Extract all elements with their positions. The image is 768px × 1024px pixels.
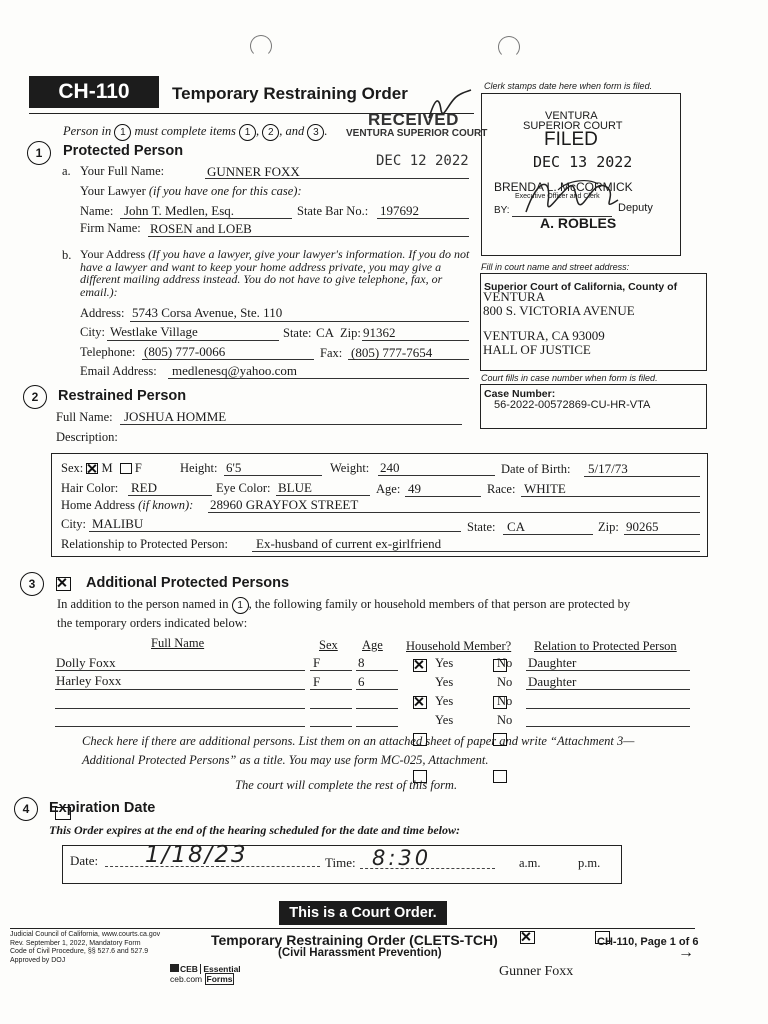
s1-city-label: City: <box>80 325 106 339</box>
intro-text-a: Person in <box>63 124 112 138</box>
s1-phone-value: (805) 777-0066 <box>144 344 226 359</box>
s1-address-note: (If you have a lawyer, give your lawyer's information. If you do not have a lawyer and want to keep your home address private, you may give a different mailing address instead. You do not have to give telephone, fax, or email.): <box>80 247 470 299</box>
filed-deputy-name: A. ROBLES <box>540 215 617 231</box>
s4-date-value: 1/18/23 <box>145 842 248 868</box>
s1-phone-label: Telephone: <box>80 345 136 359</box>
s1-zip-value: 91362 <box>363 325 396 340</box>
intro-circle-1b: 1 <box>239 124 256 141</box>
s3-col-relation: Relation to Protected Person <box>534 639 677 653</box>
row1-name-line <box>55 689 305 690</box>
intro-text-b: must complete items <box>134 124 236 138</box>
s3-col-sex: Sex <box>319 638 338 652</box>
am-checkbox[interactable] <box>520 931 535 944</box>
row3-yes-label: Yes <box>435 713 454 727</box>
court-order-banner: This is a Court Order. <box>279 901 447 925</box>
s2-rel-value: Ex-husband of current ex-girlfriend <box>256 536 442 551</box>
s1-lawyer-note: (if you have one for this case): <box>148 184 302 198</box>
s1-a-label: a. <box>62 164 71 178</box>
s4-date-label: Date: <box>70 853 99 868</box>
row3-relation-line <box>526 726 690 727</box>
section2-number: 2 <box>23 385 47 409</box>
s1-email-label: Email Address: <box>80 364 157 378</box>
s2-city-value: MALIBU <box>92 516 144 531</box>
intro-line <box>63 124 328 141</box>
footer-left-1: Judicial Council of California, www.courts.ca.gov <box>10 931 161 938</box>
s3-col-name: Full Name <box>151 636 205 650</box>
row2-no-label: No <box>497 694 513 708</box>
row2-yes-label: Yes <box>435 694 454 708</box>
court-county: VENTURA <box>483 289 546 304</box>
row2-age-line <box>356 708 398 709</box>
clerk-stamp-note: Clerk stamps date here when form is filed. <box>484 81 653 91</box>
footer-left-4: Approved by DOJ <box>10 956 66 964</box>
section4-number: 4 <box>14 797 38 821</box>
section3-checkbox[interactable] <box>56 576 71 594</box>
row3-sex-line <box>310 726 352 727</box>
form-title: Temporary Restraining Order <box>172 84 408 103</box>
ceb-text: CEB <box>180 964 198 974</box>
s2-state-label: State: <box>467 520 496 534</box>
s3-intro-line1 <box>57 597 630 614</box>
case-box-note: Court fills in case number when form is filed. <box>481 373 658 383</box>
s2-dob-label: Date of Birth: <box>501 462 571 476</box>
s1-firm-value: ROSEN and LOEB <box>150 221 252 236</box>
footer-right: CH-110, Page 1 of 6 <box>597 936 699 948</box>
intro-circle-1: 1 <box>114 124 131 141</box>
court-box-label: Superior Court of California, County of <box>484 281 678 293</box>
s4-time-label: Time: <box>325 855 356 870</box>
row1-yes-label: Yes <box>435 675 454 689</box>
s3-col-household: Household Member? <box>406 639 512 653</box>
row0-name: Dolly Foxx <box>56 655 116 670</box>
s3-check-text-2: Additional Protected Persons” as a title. You may use form MC-025, Attachment. <box>82 753 489 767</box>
footer-left <box>10 931 160 965</box>
section1-number: 1 <box>27 141 51 165</box>
s1-lawyer-name-label: Name: <box>80 204 114 218</box>
s1-state-value: CA <box>316 325 335 340</box>
next-page-arrow-icon[interactable]: → <box>678 944 694 961</box>
row3-name-line <box>55 726 305 727</box>
s1-address-line <box>130 321 469 322</box>
footer-rule <box>10 928 695 929</box>
row1-sex: F <box>313 674 321 689</box>
ceb-essential: Essential <box>200 964 240 974</box>
s2-home-row <box>61 498 193 513</box>
s3-intro-a: In addition to the person named in <box>57 597 229 611</box>
section3-title: Additional Protected Persons <box>86 575 290 591</box>
s1-state-label: State: <box>283 326 312 340</box>
court-city: VENTURA, CA 93009 <box>483 328 605 343</box>
footer-center-sub: (Civil Harassment Prevention) <box>278 947 442 959</box>
deputy-signature <box>518 172 628 227</box>
s2-height-label: Height: <box>180 461 218 475</box>
s2-race-value: WHITE <box>524 481 566 496</box>
filed-date: DEC 13 2022 <box>533 153 633 171</box>
row1-yes-checkbox[interactable] <box>413 696 427 709</box>
footer-left-2: Rev. September 1, 2022, Mandatory Form <box>10 939 141 947</box>
filed-clerk-name: BRENDA L. McCORMICK <box>494 180 633 194</box>
s2-race-label: Race: <box>487 482 516 496</box>
s2-sex-row <box>61 461 142 476</box>
court-box-note: Fill in court name and street address: <box>481 262 630 272</box>
row0-yes-label: Yes <box>435 656 454 670</box>
case-number: 56-2022-00572869-CU-HR-VTA <box>494 399 651 411</box>
ceb-forms: Forms <box>206 974 233 984</box>
filed-court: SUPERIOR COURT <box>523 120 623 132</box>
court-street: 800 S. VICTORIA AVENUE <box>483 303 635 318</box>
s1-address-instructions <box>80 248 472 298</box>
s2-city-label: City: <box>61 517 87 531</box>
s2-sex-f: F <box>134 461 142 475</box>
s1-email-value: medlenesq@yahoo.com <box>172 363 297 378</box>
s3-court-note: The court will complete the rest of this form. <box>235 778 458 792</box>
punch-hole-left <box>250 35 272 57</box>
s1-firm-label: Firm Name: <box>80 221 141 235</box>
sex-m-checkbox[interactable] <box>86 463 98 474</box>
s3-check-box[interactable] <box>56 577 71 591</box>
row0-relation: Daughter <box>528 655 577 670</box>
s3-col-age: Age <box>362 638 383 652</box>
footer-left-3: Code of Civil Procedure, §§ 527.6 and 527.9 <box>10 948 149 955</box>
ceb-com: ceb.com <box>170 974 203 984</box>
s1-address-field-label: Address: <box>80 306 125 320</box>
filed-clerk-title: Executive Officer and Clerk <box>515 193 600 200</box>
s2-sex-m: M <box>101 461 113 475</box>
row0-yes-checkbox[interactable] <box>413 659 427 672</box>
s2-sex-label: Sex: <box>61 461 84 475</box>
s1-lawyer-line <box>80 184 302 199</box>
row3-no-checkbox[interactable] <box>493 770 507 783</box>
section4-title: Expiration Date <box>49 800 156 816</box>
form-code: CH-110 <box>29 76 159 108</box>
s1-zip-label: Zip: <box>340 326 361 340</box>
row3-age-line <box>356 726 398 727</box>
s3-intro-c: the temporary orders indicated below: <box>57 616 248 630</box>
s2-zip-value: 90265 <box>626 519 659 534</box>
s2-name-label: Full Name: <box>56 410 113 424</box>
s4-note: This Order expires at the end of the hearing scheduled for the date and time below: <box>49 823 460 837</box>
s1-b-label: b. <box>62 248 72 262</box>
received-title: RECEIVED <box>368 110 459 129</box>
sex-f-checkbox[interactable] <box>120 463 132 474</box>
s2-zip-label: Zip: <box>598 520 619 534</box>
row0-no-label: No <box>497 656 513 670</box>
footer-center-title: Temporary Restraining Order (CLETS-TCH) <box>211 932 498 948</box>
s2-name-value: JOSHUA HOMME <box>124 409 227 424</box>
s1-name-value: GUNNER FOXX <box>207 164 300 179</box>
s2-description-label: Description: <box>56 430 118 444</box>
footer-name: Gunner Foxx <box>499 964 574 979</box>
s2-home-value: 28960 GRAYFOX STREET <box>210 497 359 512</box>
section3-number: 3 <box>20 572 44 596</box>
row1-age: 6 <box>358 674 365 689</box>
s2-weight-label: Weight: <box>330 461 370 475</box>
section2-title: Restrained Person <box>58 388 187 404</box>
filed-by-label: BY: <box>494 205 510 216</box>
filed-status: FILED <box>544 129 598 150</box>
s1-city-line <box>107 340 279 341</box>
filed-deputy-label: Deputy <box>618 202 653 214</box>
received-signature <box>425 88 475 128</box>
received-court: VENTURA SUPERIOR COURT <box>346 128 488 139</box>
s2-state-value: CA <box>507 519 526 534</box>
row2-name-line <box>55 708 305 709</box>
court-building: HALL OF JUSTICE <box>483 342 591 357</box>
s1-bar-label: State Bar No.: <box>297 204 369 218</box>
intro-circle-3: 3 <box>307 124 324 141</box>
s1-fax-value: (805) 777-7654 <box>351 345 433 360</box>
s1-city-value: Westlake Village <box>110 324 198 339</box>
row2-relation-line <box>526 708 690 709</box>
intro-text-e: . <box>324 124 328 138</box>
s2-height-value: 6'5 <box>226 460 242 475</box>
intro-text-c: , <box>256 124 260 138</box>
row0-age: 8 <box>358 655 365 670</box>
s1-fax-label: Fax: <box>320 346 343 360</box>
s3-check-text-1: Check here if there are additional persons. List them on an attached sheet of paper and write “Attachment 3— <box>82 734 635 748</box>
received-date: DEC 12 2022 <box>376 153 469 169</box>
s4-am-label: a.m. <box>519 856 541 870</box>
filed-county: VENTURA <box>545 110 598 122</box>
intro-circle-2: 2 <box>262 124 279 141</box>
s1-lawyer-label: Your Lawyer <box>80 184 146 198</box>
row1-name: Harley Foxx <box>56 673 122 688</box>
s2-eye-value: BLUE <box>278 480 312 495</box>
s2-age-value: 49 <box>408 481 421 496</box>
s2-city-line <box>89 531 461 532</box>
s1-address-value: 5743 Corsa Avenue, Ste. 110 <box>132 305 283 320</box>
s2-home-label: Home Address <box>61 498 135 512</box>
ceb-logo <box>170 964 241 984</box>
s1-bar-value: 197692 <box>380 203 419 218</box>
s4-time-value: 8:30 <box>372 846 432 870</box>
intro-text-d: , and <box>279 124 305 138</box>
s2-age-label: Age: <box>376 482 401 496</box>
punch-hole-right <box>498 36 520 58</box>
section1-title: Protected Person <box>63 143 184 159</box>
case-label: Case Number: <box>484 388 556 400</box>
row2-sex-line <box>310 708 352 709</box>
row3-no-label: No <box>497 713 513 727</box>
s2-dob-value: 5/17/73 <box>588 461 628 476</box>
ceb-mark-icon <box>170 964 179 972</box>
s3-intro-b: , the following family or household members of that person are protected by <box>248 597 631 611</box>
row0-sex: F <box>313 655 321 670</box>
s2-home-note: (if known): <box>138 498 194 512</box>
s4-pm-label: p.m. <box>578 856 601 870</box>
s2-eye-label: Eye Color: <box>216 481 271 495</box>
s2-rel-label: Relationship to Protected Person: <box>61 537 228 551</box>
row1-no-label: No <box>497 675 513 689</box>
s1-name-label: Your Full Name: <box>80 164 165 178</box>
s3-intro-circle: 1 <box>232 597 249 614</box>
s2-weight-value: 240 <box>380 460 400 475</box>
s1-address-label: Your Address <box>80 247 146 261</box>
s1-lawyer-name-value: John T. Medlen, Esq. <box>124 203 235 218</box>
s2-hair-label: Hair Color: <box>61 481 119 495</box>
row1-relation: Daughter <box>528 674 577 689</box>
s2-hair-value: RED <box>131 480 157 495</box>
